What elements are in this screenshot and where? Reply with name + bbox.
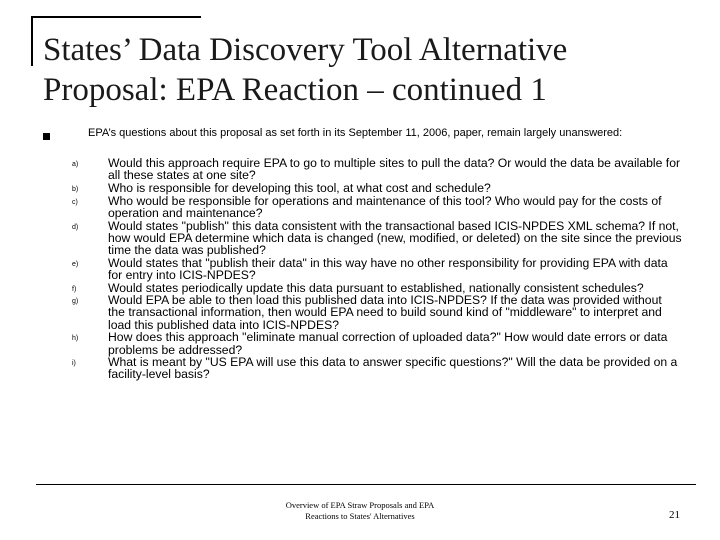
list-item-text: Would EPA be able to then load this published data into ICIS-NPDES? If the data was provided without the transactional information, then would EPA need to build sound kind of "middleware" to interpret and load this published data into ICIS-NPDES?: [108, 293, 662, 332]
list-item-text: Would states periodically update this data pursuant to established, nationally consistent schedules?: [108, 280, 644, 295]
list-item-label: d): [72, 223, 79, 231]
list-item: [72, 282, 682, 294]
footer-caption-line-2: Reactions to States' Alternatives: [305, 511, 415, 521]
question-list: [72, 157, 682, 381]
list-item-text: What is meant by "US EPA will use this data to answer specific questions?" Will the data be provided on a facility-level basis?: [108, 355, 678, 382]
list-item-text: Would states that "publish their data" in this way have no other responsibility for providing EPA with data for entry into ICIS-NPDES?: [108, 255, 668, 282]
list-item: [72, 182, 682, 194]
title-corner-horizontal-rule: [31, 16, 201, 18]
list-item-text: Would states "publish" this data consistent with the transactional based ICIS-NPDES XML schema? If not, how would EPA determine which data is changed (new, modified, or deleted) on the site since the previous time the data was published?: [108, 218, 682, 257]
page-number: 21: [669, 509, 680, 521]
list-item: [72, 257, 682, 281]
list-item: [72, 294, 682, 331]
list-item-text: Who would be responsible for operations and maintenance of this tool? Who would pay for the costs of operation and maintenance?: [108, 193, 662, 220]
list-item-label: h): [72, 335, 79, 343]
list-item-label: i): [72, 360, 76, 368]
list-item: [72, 356, 682, 380]
list-item-label: f): [72, 285, 77, 293]
list-item-text: Would this approach require EPA to go to multiple sites to pull the data? Or would the data be available for all these states at one site?: [108, 156, 681, 183]
square-bullet-icon: [43, 133, 50, 140]
slide-title: States’ Data Discovery Tool Alternative Proposal: EPA Reaction – continued 1: [43, 32, 568, 108]
title-corner-vertical-rule: [31, 16, 33, 66]
footer-divider: [36, 484, 696, 485]
list-item-label: b): [72, 185, 79, 193]
list-item: [72, 195, 682, 219]
footer-caption-line-1: Overview of EPA Straw Proposals and EPA: [285, 500, 435, 510]
list-item-label: c): [72, 198, 78, 206]
list-item-text: Who is responsible for developing this tool, at what cost and schedule?: [108, 180, 491, 195]
list-item: [72, 220, 682, 257]
list-item-text: How does this approach "eliminate manual correction of uploaded data?" How would date errors or data problems be addressed?: [108, 330, 668, 357]
footer-caption: [200, 500, 520, 522]
intro-bullet-text: EPA’s questions about this proposal as set forth in its September 11, 2006, paper, remain largely unanswered:: [88, 127, 623, 139]
list-item-label: e): [72, 260, 79, 268]
list-item: [72, 331, 682, 355]
list-item-label: a): [72, 161, 79, 168]
list-item-label: g): [72, 298, 79, 306]
list-item: [72, 157, 682, 181]
